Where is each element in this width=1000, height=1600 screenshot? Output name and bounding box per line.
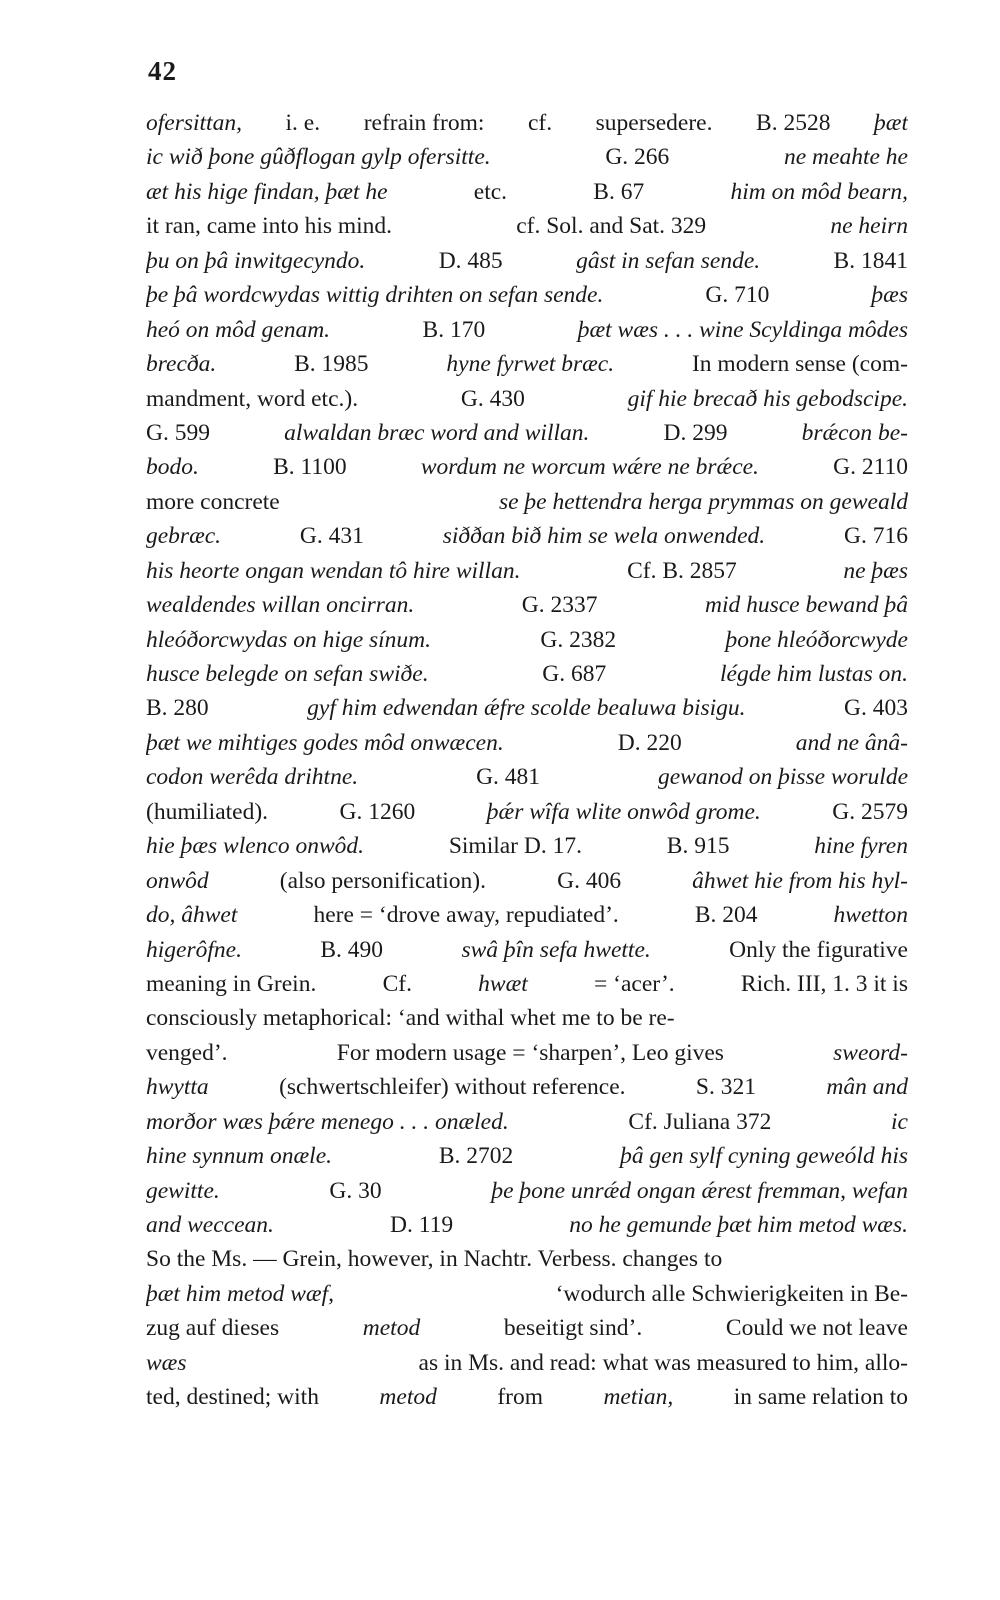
old-english-citation: siððan bið him se wela onwended. (442, 523, 766, 550)
commentary-text: So the Ms. — Grein, however, in Nachtr. Verbess. changes to (146, 1246, 723, 1273)
commentary-text: G. 481 (476, 764, 541, 791)
old-english-citation: heó on môd genam. (146, 316, 331, 343)
text-line (146, 489, 908, 523)
old-english-citation: hwytta (146, 1074, 209, 1101)
commentary-text: meaning in Grein. (146, 970, 317, 997)
commentary-text: in same relation to (733, 1384, 908, 1411)
old-english-citation: légde him lustas on. (719, 661, 908, 687)
commentary-text: G. 431 (299, 523, 364, 550)
commentary-text: zug auf dieses (146, 1315, 280, 1342)
text-line (146, 248, 908, 282)
commentary-text: cf. (527, 110, 553, 136)
old-english-citation: hwetton (833, 902, 908, 929)
commentary-text: from (497, 1384, 543, 1411)
old-english-citation: metian, (603, 1384, 674, 1411)
old-english-citation: þâ gen sylf cyning geweóld his (620, 1143, 908, 1170)
old-english-citation: ofersittan, (146, 110, 242, 136)
body-text (146, 110, 908, 1419)
commentary-text: more concrete (146, 488, 280, 515)
commentary-text: B. 1100 (273, 454, 347, 481)
commentary-text: S. 321 (695, 1074, 756, 1101)
old-english-citation: ne heirn (830, 213, 908, 240)
commentary-text: D. 119 (390, 1212, 454, 1238)
old-english-citation: þǽr wîfa wlite onwôd grome. (486, 798, 761, 825)
old-english-citation: þæt we mihtiges godes môd onwæcen. (146, 729, 504, 756)
commentary-text: G. 266 (605, 144, 670, 171)
text-line (146, 764, 908, 798)
old-english-citation: hleóðorcwydas on hige sínum. (146, 626, 432, 653)
commentary-text: D. 299 (663, 419, 728, 446)
old-english-citation: wæs (146, 1349, 187, 1376)
text-line (146, 592, 908, 626)
text-line (146, 1178, 908, 1212)
text-line (146, 1212, 908, 1246)
commentary-text: beseitigt sind’. (503, 1315, 643, 1342)
commentary-text: G. 599 (146, 419, 210, 446)
commentary-text: D. 485 (438, 247, 503, 274)
old-english-citation: bodo. (146, 454, 199, 481)
old-english-citation: onwôd (146, 867, 209, 894)
commentary-text: B. 170 (422, 316, 486, 343)
old-english-citation: and ne ânâ- (795, 729, 908, 756)
commentary-text: ted, destined; with (146, 1384, 319, 1411)
commentary-text: G. 716 (843, 523, 908, 550)
text-line (146, 1109, 908, 1143)
text-line (146, 386, 908, 420)
commentary-text: cf. Sol. and Sat. 329 (516, 213, 707, 240)
old-english-citation: hine fyren (814, 833, 908, 860)
text-line (146, 661, 908, 695)
old-english-citation: þæt wæs . . . wine Scyldinga môdes (577, 316, 908, 343)
commentary-text: Similar D. 17. (448, 833, 582, 860)
old-english-citation: alwaldan bræc word and willan. (284, 419, 590, 446)
old-english-citation: þu on þâ inwitgecyndo. (146, 247, 366, 274)
commentary-text: G. 406 (557, 867, 622, 894)
text-line (146, 937, 908, 971)
old-english-citation: hyne fyrwet bræc. (446, 351, 615, 378)
commentary-text: (schwertschleifer) without reference. (279, 1074, 626, 1101)
commentary-text: Cf. Juliana 372 (628, 1108, 772, 1135)
text-line (146, 1074, 908, 1108)
commentary-text: supersedere. (595, 110, 713, 136)
commentary-text: etc. (473, 178, 508, 205)
commentary-text: G. 710 (705, 282, 770, 309)
commentary-text: G. 1260 (339, 798, 416, 825)
old-english-citation: gâst in sefan sende. (576, 247, 761, 274)
text-line (146, 179, 908, 213)
text-line (146, 1384, 908, 1418)
commentary-text: B. 67 (593, 178, 645, 205)
commentary-text: G. 2382 (540, 626, 617, 653)
text-line (146, 833, 908, 867)
old-english-citation: him on môd bearn, (730, 178, 908, 205)
old-english-citation: gyf him edwendan ǽfre scolde bealuwa bisigu. (307, 695, 746, 722)
text-line (146, 351, 908, 385)
old-english-citation: his heorte ongan wendan tô hire willan. (146, 557, 521, 584)
commentary-text: G. 30 (329, 1177, 382, 1204)
text-line (146, 558, 908, 592)
text-line (146, 1143, 908, 1177)
commentary-text: refrain from: (363, 110, 485, 136)
commentary-text: as in Ms. and read: what was measured to him, allo- (418, 1349, 908, 1376)
text-line (146, 420, 908, 454)
old-english-citation: do, âhwet (146, 902, 238, 929)
text-line (146, 110, 908, 144)
old-english-citation: þe þone unrǽd ongan ǽrest fremman, wefan (491, 1177, 908, 1204)
old-english-citation: mid husce bewand þâ (704, 592, 908, 619)
old-english-citation: þæt (874, 110, 908, 136)
text-line (146, 730, 908, 764)
old-english-citation: brǽcon be- (801, 419, 908, 446)
old-english-citation: hine synnum onæle. (146, 1143, 333, 1170)
old-english-citation: sweord- (833, 1039, 908, 1066)
commentary-text: D. 220 (617, 729, 682, 756)
text-line (146, 317, 908, 351)
commentary-text: consciously metaphorical: ‘and withal whet me to be re- (146, 1005, 675, 1032)
text-line (146, 1246, 908, 1280)
old-english-citation: husce belegde on sefan swiðe. (146, 661, 429, 687)
old-english-citation: þone hleóðorcwyde (725, 626, 908, 653)
commentary-text: G. 2579 (832, 798, 908, 825)
old-english-citation: þæt him metod wæf, (146, 1280, 335, 1307)
commentary-text: (also personification). (279, 867, 486, 894)
old-english-citation: codon werêda drihtne. (146, 764, 359, 791)
commentary-text: Could we not leave (725, 1315, 908, 1342)
text-line (146, 523, 908, 557)
text-line (146, 213, 908, 247)
commentary-text: = ‘acer’. (594, 970, 675, 997)
old-english-citation: se þe hettendra herga prymmas on geweald (498, 488, 908, 515)
commentary-text: i. e. (285, 110, 321, 136)
old-english-citation: higerôfne. (146, 936, 242, 963)
old-english-citation: ne meahte he (784, 144, 908, 171)
old-english-citation: þæs (871, 282, 908, 309)
commentary-text: Only the figurative (729, 936, 908, 963)
commentary-text: B. 915 (666, 833, 730, 860)
commentary-text: G. 2110 (833, 454, 908, 481)
commentary-text: B. 1985 (294, 351, 369, 378)
old-english-citation: ic (891, 1108, 908, 1135)
commentary-text: B. 2528 (756, 110, 831, 136)
old-english-citation: metod (379, 1384, 437, 1411)
text-line (146, 1315, 908, 1349)
commentary-text: B. 204 (694, 902, 758, 929)
text-line (146, 799, 908, 833)
old-english-citation: swâ þîn sefa hwette. (461, 936, 651, 963)
commentary-text: G. 2337 (521, 592, 598, 619)
old-english-citation: gewitte. (146, 1177, 220, 1204)
commentary-text: In modern sense (com- (691, 351, 908, 378)
old-english-citation: morðor wæs þǽre menego . . . onæled. (146, 1108, 509, 1135)
old-english-citation: hwæt (478, 970, 528, 997)
commentary-text: G. 403 (844, 695, 908, 722)
commentary-text: here = ‘drove away, repudiated’. (313, 902, 619, 929)
commentary-text: mandment, word etc.). (146, 385, 359, 412)
old-english-citation: gewanod on þisse worulde (657, 764, 908, 791)
old-english-citation: mân and (826, 1074, 908, 1101)
old-english-citation: brecða. (146, 351, 217, 378)
old-english-citation: no he gemunde þæt him metod wæs. (569, 1212, 908, 1238)
old-english-citation: þe þâ wordcwydas wittig drihten on sefan sende. (146, 282, 604, 309)
text-line (146, 1350, 908, 1384)
text-line (146, 144, 908, 178)
old-english-citation: metod (362, 1315, 421, 1342)
text-line (146, 1040, 908, 1074)
page-number: 42 (148, 56, 177, 86)
old-english-citation: âhwet hie from his hyl- (692, 867, 908, 894)
commentary-text: Cf. B. 2857 (627, 557, 737, 584)
old-english-citation: wealdendes willan oncirran. (146, 592, 415, 619)
old-english-citation: ic wið þone gûðflogan gylp ofersitte. (146, 144, 491, 171)
commentary-text: venged’. (146, 1039, 228, 1066)
commentary-text: B. 1841 (833, 247, 908, 274)
commentary-text: B. 490 (320, 936, 384, 963)
old-english-citation: and weccean. (146, 1212, 274, 1238)
old-english-citation: æt his hige findan, þæt he (146, 178, 388, 205)
old-english-citation: gif hie brecað his gebodscipe. (627, 385, 908, 412)
old-english-citation: wordum ne worcum wǽre ne brǽce. (420, 454, 759, 481)
text-line (146, 971, 908, 1005)
text-line (146, 695, 908, 729)
old-english-citation: gebræc. (146, 523, 222, 550)
text-line (146, 282, 908, 316)
text-line (146, 1005, 908, 1039)
commentary-text: Cf. (382, 970, 412, 997)
text-line (146, 627, 908, 661)
commentary-text: ‘wodurch alle Schwierigkeiten in Be- (555, 1280, 908, 1307)
commentary-text: (humiliated). (146, 798, 269, 825)
commentary-text: Rich. III, 1. 3 it is (740, 970, 908, 997)
old-english-citation: hie þæs wlenco onwôd. (146, 833, 365, 860)
commentary-text: it ran, came into his mind. (146, 213, 393, 240)
old-english-citation: ne þæs (843, 557, 908, 584)
text-line (146, 902, 908, 936)
commentary-text: G. 687 (542, 661, 607, 687)
text-line (146, 454, 908, 488)
commentary-text: B. 280 (146, 695, 209, 722)
text-line (146, 868, 908, 902)
commentary-text: B. 2702 (438, 1143, 514, 1170)
text-line (146, 1281, 908, 1315)
commentary-text: For modern usage = ‘sharpen’, Leo gives (336, 1039, 724, 1066)
commentary-text: G. 430 (460, 385, 525, 412)
